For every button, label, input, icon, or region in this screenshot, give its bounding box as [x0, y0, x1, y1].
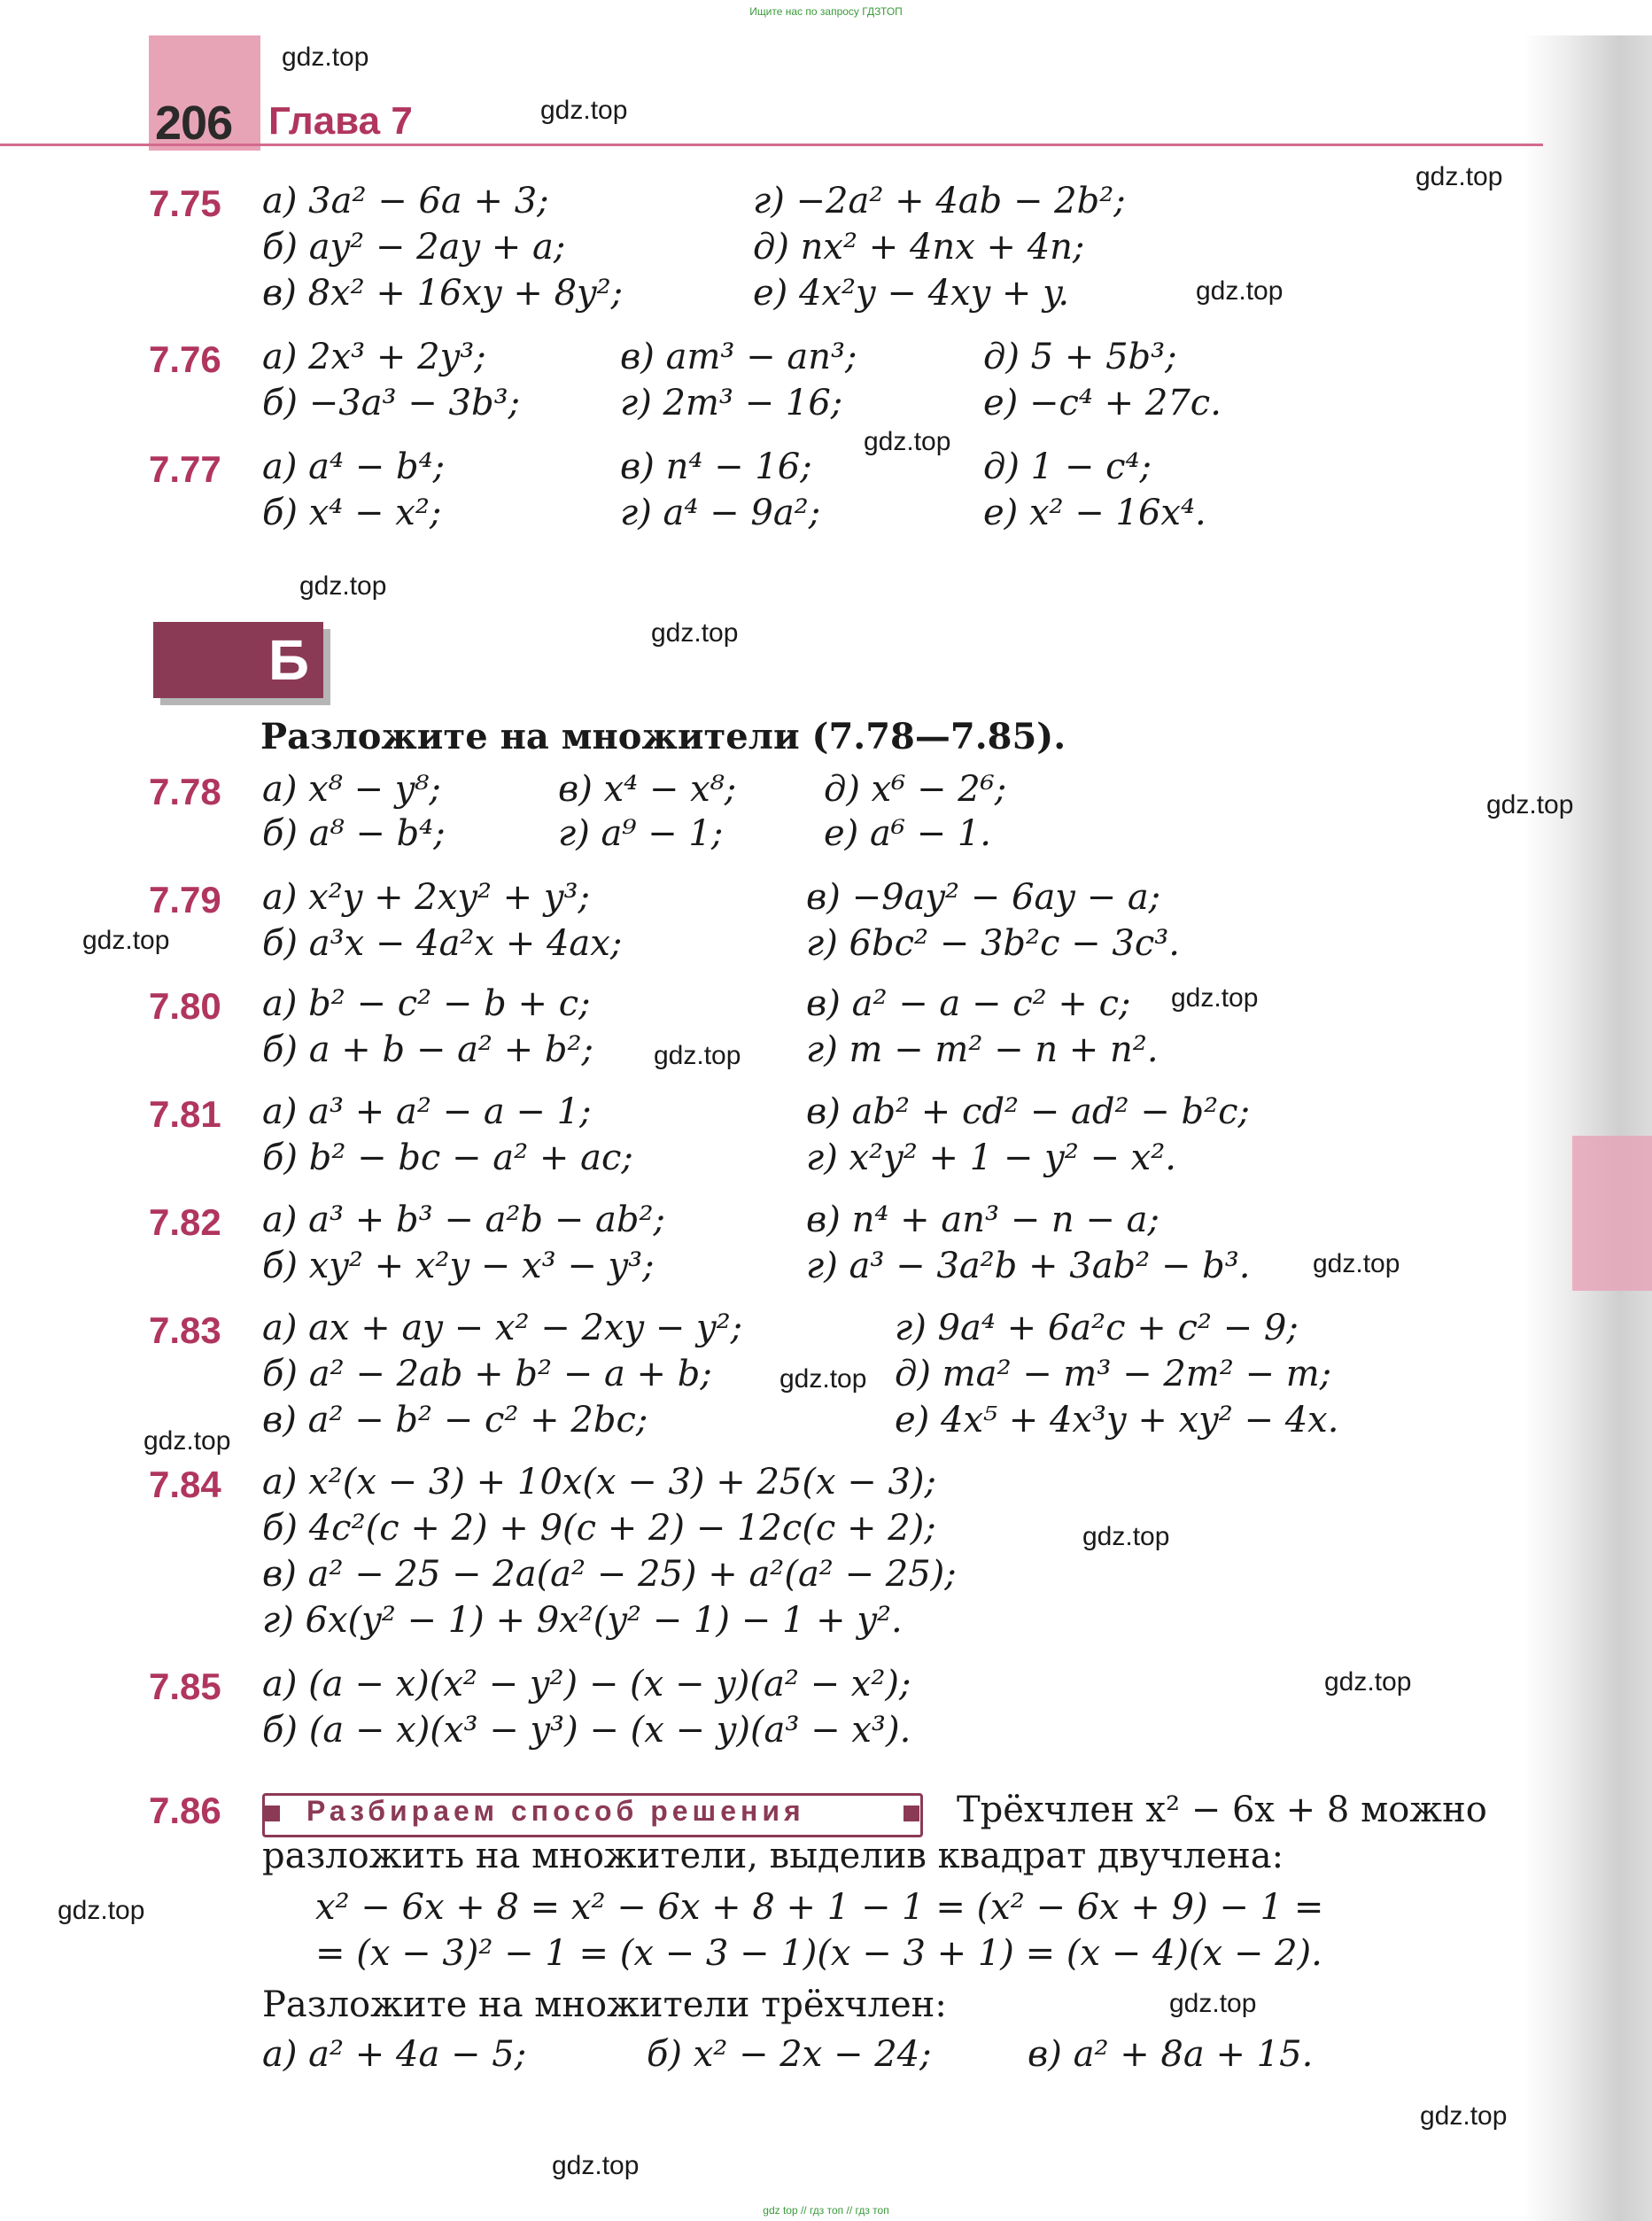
- exercise-item: б) a + b − a² + b²;: [262, 1029, 594, 1070]
- exercise-number: 7.82: [149, 1201, 221, 1243]
- exercise-item: б) (a − x)(x³ − y³) − (x − y)(a³ − x³).: [262, 1710, 911, 1751]
- exercise-item: е) −c⁴ + 27c.: [983, 383, 1222, 423]
- watermark: gdz.top: [1313, 1249, 1400, 1278]
- exercise-item: в) 8x² + 16xy + 8y²;: [262, 273, 624, 314]
- exercise-number: 7.79: [149, 879, 221, 920]
- exercise-item: а) 2x³ + 2y³;: [262, 337, 486, 377]
- watermark: gdz.top: [1324, 1667, 1412, 1697]
- exercise-item: б) ay² − 2ay + a;: [262, 227, 566, 268]
- exercise-item: а) a⁴ − b⁴;: [262, 447, 446, 487]
- exercise-number: 7.80: [149, 985, 221, 1027]
- exercise-item: г) a⁹ − 1;: [558, 813, 724, 854]
- exercise-item: а) b² − c² − b + c;: [262, 983, 591, 1024]
- exercise-item: в) x⁴ − x⁸;: [558, 769, 737, 810]
- section-instruction: Разложите на множители (7.78—7.85).: [260, 716, 1066, 757]
- exercise-item: б) a⁸ − b⁴;: [262, 813, 446, 854]
- exercise-item: в) a² + 8a + 15.: [1028, 2034, 1314, 2075]
- watermark: gdz.top: [552, 2151, 640, 2180]
- exercise-item: г) a⁴ − 9a²;: [620, 493, 821, 533]
- exercise-number: 7.81: [149, 1093, 221, 1135]
- exercise-item: б) a² − 2ab + b² − a + b;: [262, 1354, 712, 1394]
- exercise-number: 7.84: [149, 1464, 221, 1505]
- exercise-item: д) 1 − c⁴;: [983, 447, 1152, 487]
- method-bullet-right: [904, 1806, 919, 1821]
- exercise-item: е) 4x²y − 4xy + y.: [753, 273, 1070, 314]
- exercise-number: 7.75: [149, 182, 221, 224]
- watermark: gdz.top: [1420, 2101, 1508, 2131]
- exercise-item: а) a³ + b³ − a²b − ab²;: [262, 1200, 665, 1240]
- exercise-item: в) n⁴ − 16;: [620, 447, 812, 487]
- watermark: gdz.top: [1171, 983, 1259, 1013]
- top-banner: Ищите нас по запросу ГДЗТОП: [749, 5, 903, 18]
- footer-banner: gdz top // гдз топ // гдз топ: [763, 2204, 889, 2217]
- exercise-item: г) 6bc² − 3b²c − 3c³.: [806, 923, 1181, 964]
- exercise-item: в) n⁴ + an³ − n − a;: [806, 1200, 1160, 1240]
- method-task: Разложите на множители трёхчлен:: [262, 1984, 947, 2025]
- watermark: gdz.top: [1169, 1989, 1257, 2018]
- exercise-item: д) ma² − m³ − 2m² − m;: [895, 1354, 1332, 1394]
- exercise-item: г) 9a⁴ + 6a²c + c² − 9;: [895, 1308, 1299, 1348]
- method-equation: x² − 6x + 8 = x² − 6x + 8 + 1 − 1 = (x² − 6x + 9) − 1 =: [315, 1887, 1324, 1928]
- method-intro: Трёхчлен x² − 6x + 8 можно: [957, 1790, 1487, 1830]
- exercise-item: б) x² − 2x − 24;: [647, 2034, 932, 2075]
- exercise-item: а) x⁸ − y⁸;: [262, 769, 441, 810]
- exercise-number: 7.86: [149, 1790, 221, 1831]
- watermark: gdz.top: [1082, 1522, 1170, 1551]
- exercise-item: а) x²(x − 3) + 10x(x − 3) + 25(x − 3);: [262, 1462, 936, 1503]
- watermark: gdz.top: [654, 1041, 741, 1070]
- watermark: gdz.top: [1196, 276, 1284, 306]
- section-letter: Б: [268, 628, 309, 692]
- exercise-item: е) 4x⁵ + 4x³y + xy² − 4x.: [895, 1400, 1339, 1441]
- exercise-item: б) b² − bc − a² + ac;: [262, 1138, 633, 1178]
- chapter-title: Глава 7: [268, 99, 413, 143]
- exercise-item: г) m − m² − n + n².: [806, 1029, 1159, 1070]
- exercise-item: б) xy² + x²y − x³ − y³;: [262, 1246, 655, 1286]
- page-number: 206: [155, 97, 233, 150]
- exercise-item: г) a³ − 3a²b + 3ab² − b³.: [806, 1246, 1251, 1286]
- exercise-item: а) (a − x)(x² − y²) − (x − y)(a² − x²);: [262, 1664, 911, 1705]
- exercise-item: г) −2a² + 4ab − 2b²;: [753, 181, 1126, 221]
- exercise-item: е) a⁶ − 1.: [824, 813, 991, 854]
- exercise-item: а) 3a² − 6a + 3;: [262, 181, 549, 221]
- exercise-item: в) a² − b² − c² + 2bc;: [262, 1400, 648, 1441]
- exercise-number: 7.83: [149, 1309, 221, 1351]
- exercise-item: в) am³ − an³;: [620, 337, 857, 377]
- exercise-item: а) x²y + 2xy² + y³;: [262, 877, 590, 918]
- watermark: gdz.top: [299, 571, 387, 601]
- watermark: gdz.top: [82, 926, 170, 955]
- exercise-item: г) x²y² + 1 − y² − x².: [806, 1138, 1176, 1178]
- edge-tab-marker: [1572, 1136, 1652, 1291]
- watermark: gdz.top: [864, 427, 951, 456]
- watermark: gdz.top: [1415, 162, 1503, 191]
- watermark: gdz.top: [651, 618, 739, 648]
- exercise-number: 7.78: [149, 771, 221, 812]
- watermark: gdz.top: [143, 1426, 231, 1456]
- method-equation: = (x − 3)² − 1 = (x − 3 − 1)(x − 3 + 1) = (x − 4)(x − 2).: [315, 1933, 1322, 1974]
- exercise-item: в) ab² + cd² − ad² − b²c;: [806, 1091, 1250, 1132]
- page-fold-shadow: [1524, 35, 1652, 2221]
- method-label: Разбираем способ решения: [306, 1795, 805, 1827]
- exercise-item: д) x⁶ − 2⁶;: [824, 769, 1007, 810]
- exercise-item: а) ax + ay − x² − 2xy − y²;: [262, 1308, 743, 1348]
- exercise-item: в) a² − a − c² + c;: [806, 983, 1131, 1024]
- watermark: gdz.top: [1486, 790, 1574, 819]
- watermark: gdz.top: [779, 1364, 867, 1394]
- exercise-number: 7.77: [149, 448, 221, 490]
- watermark: gdz.top: [282, 43, 369, 72]
- exercise-item: в) −9ay² − 6ay − a;: [806, 877, 1161, 918]
- exercise-item: а) a³ + a² − a − 1;: [262, 1091, 592, 1132]
- exercise-number: 7.76: [149, 338, 221, 380]
- watermark: gdz.top: [540, 96, 628, 125]
- exercise-item: б) −3a³ − 3b³;: [262, 383, 521, 423]
- exercise-item: д) nx² + 4nx + 4n;: [753, 227, 1085, 268]
- exercise-item: д) 5 + 5b³;: [983, 337, 1177, 377]
- watermark: gdz.top: [58, 1896, 145, 1925]
- exercise-item: е) x² − 16x⁴.: [983, 493, 1206, 533]
- exercise-item: в) a² − 25 − 2a(a² − 25) + a²(a² − 25);: [262, 1554, 957, 1595]
- method-intro: разложить на множители, выделив квадрат двучлена:: [262, 1836, 1284, 1876]
- exercise-item: г) 6x(y² − 1) + 9x²(y² − 1) − 1 + y².: [262, 1600, 903, 1641]
- exercise-item: г) 2m³ − 16;: [620, 383, 843, 423]
- exercise-item: б) a³x − 4a²x + 4ax;: [262, 923, 623, 964]
- exercise-item: б) x⁴ − x²;: [262, 493, 442, 533]
- exercise-item: б) 4c²(c + 2) + 9(c + 2) − 12c(c + 2);: [262, 1508, 936, 1549]
- exercise-number: 7.85: [149, 1666, 221, 1707]
- exercise-item: а) a² + 4a − 5;: [262, 2034, 527, 2075]
